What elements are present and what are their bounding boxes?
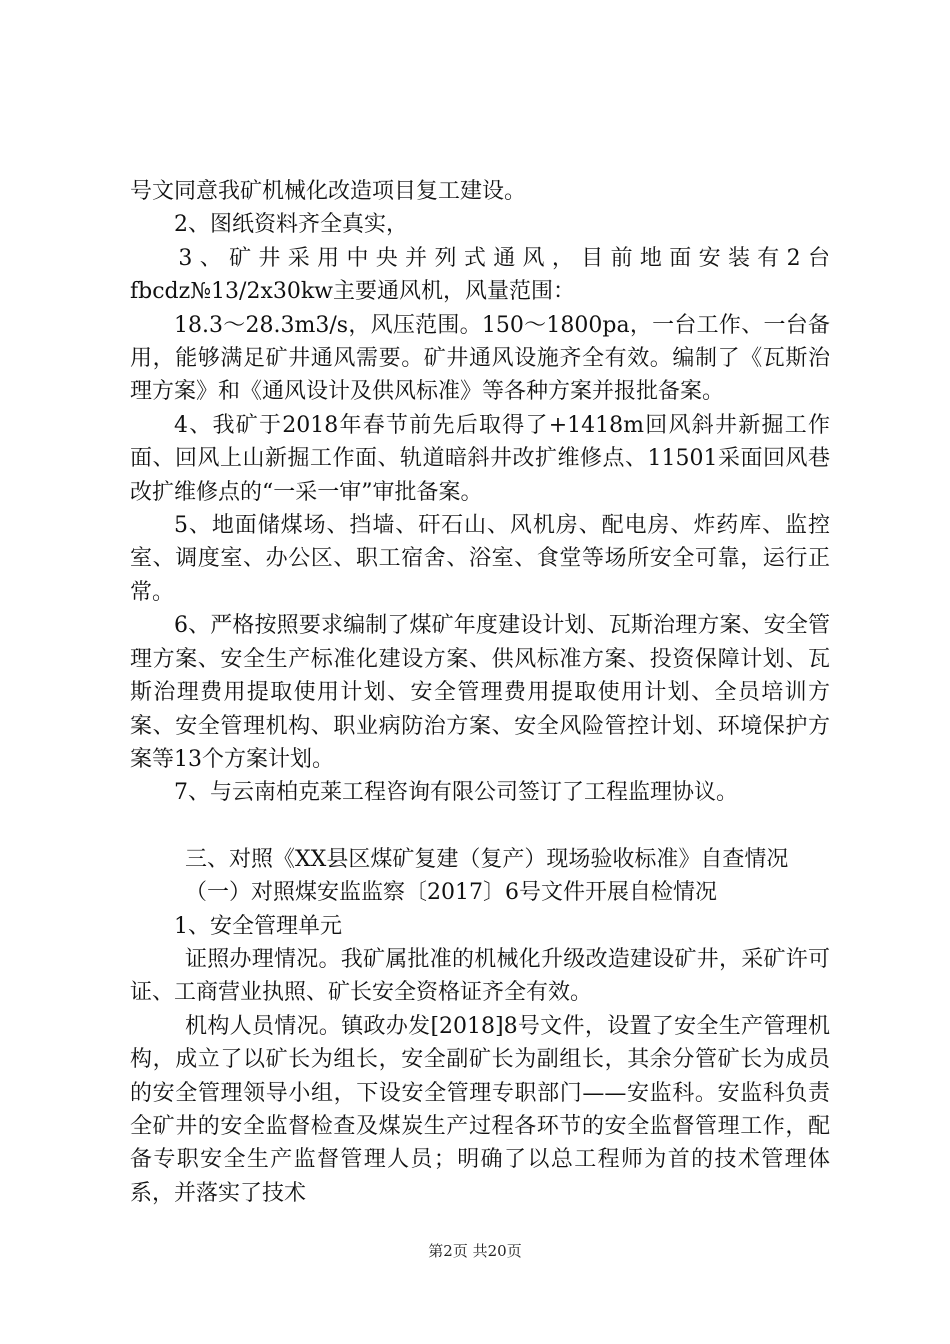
paragraph-organization: 机构人员情况。镇政办发[2018]8号文件，设置了安全生产管理机构，成立了以矿长为组长，安全副矿长为副组长，其余分管矿长为成员的安全管理领导小组，下设安全管理专职部门——安监科。安监科负责全矿井的安全监督检查及煤炭生产过程各环节的安全监督管理工作，配备专职安全生产监督管理人员；明确了以总工程师为首的技术管理体系，并落实了技术 <box>130 1013 830 1206</box>
subsection-heading-1: （一）对照煤安监监察〔2017〕6号文件开展自检情况 <box>185 880 717 906</box>
paragraph-item-6: 6、严格按照要求编制了煤矿年度建设计划、瓦斯治理方案、安全管理方案、安全生产标准化建设方案、供风标准方案、投资保障计划、瓦斯治理费用提取使用计划、安全管理费用提取使用计划、全员培训方案、安全管理机构、职业病防治方案、安全风险管控计划、环境保护方案等13个方案计划。 <box>130 613 830 772</box>
paragraph-item-4: 4、我矿于2018年春节前先后取得了+1418m回风斜井新掘工作面、回风上山新掘工作面、轨道暗斜井改扩维修点、11501采面回风巷改扩维修点的“一采一审”审批备案。 <box>130 412 830 505</box>
section-heading-3: 三、对照《XX县区煤矿复建（复产）现场验收标准》自查情况 <box>185 846 789 872</box>
unit-heading-safety: 1、安全管理单元 <box>174 913 342 939</box>
section-spacer <box>130 810 830 843</box>
paragraph-continuation: 号文同意我矿机械化改造项目复工建设。 <box>130 179 527 204</box>
paragraph-item-3: 3、矿井采用中央并列式通风，目前地面安装有2台fbcdz№13/2x30kw主要通风机，风量范围： <box>130 245 830 305</box>
page-footer: 第2页 共20页 <box>428 1242 522 1260</box>
paragraph-item-5: 5、地面储煤场、挡墙、矸石山、风机房、配电房、炸药库、监控室、调度室、办公区、职工宿舍、浴室、食堂等场所安全可靠，运行正常。 <box>130 513 830 605</box>
paragraph-ventilation-range: 18.3～28.3m3/s，风压范围。150～1800pa，一台工作、一台备用，能够满足矿井通风需要。矿井通风设施齐全有效。编制了《瓦斯治理方案》和《通风设计及供风标准》等各种方案并报批备案。 <box>130 312 830 405</box>
document-body <box>130 175 830 1210</box>
paragraph-item-2: 2、图纸资料齐全真实， <box>174 212 408 238</box>
paragraph-item-7: 7、与云南柏克莱工程咨询有限公司签订了工程监理协议。 <box>174 780 738 806</box>
paragraph-licenses: 证照办理情况。我矿属批准的机械化升级改造建设矿井，采矿许可证、工商营业执照、矿长安全资格证齐全有效。 <box>130 946 830 1006</box>
